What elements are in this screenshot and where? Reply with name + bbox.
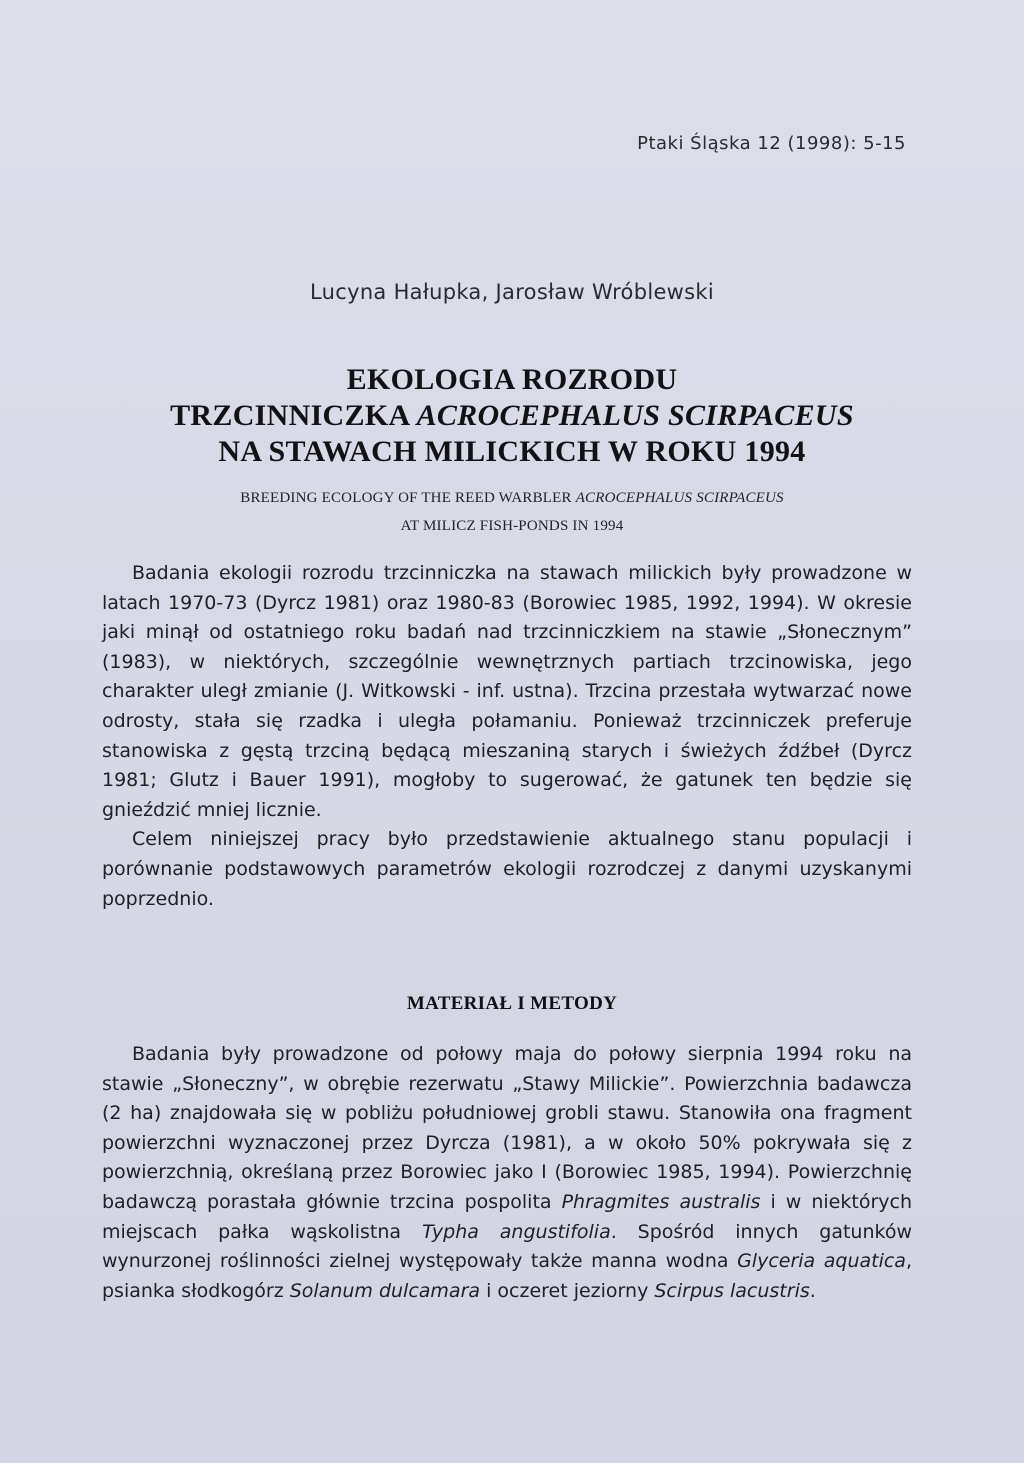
authors: Lucyna Hałupka, Jarosław Wróblewski [310,280,714,304]
english-title-line-2: AT MILICZ FISH-PONDS IN 1994 [400,518,624,534]
title-line-1: EKOLOGIA ROZRODU [346,363,678,396]
title-line-2 [0,398,1024,434]
species-scirpus: Scirpus lacustris [654,1279,810,1302]
methods-text-5: i oczeret jeziorny [480,1279,655,1302]
intro-paragraph-1: Badania ekologii rozrodu trzcinniczka na stawach milickich były prowadzone w latach 1970-73 (Dyrcz 1981) oraz 1980-83 (Borowiec 1985, 1992, 1994). W okresie jaki minął od ostatniego roku badań nad trzcinniczkiem na stawie „Słonecznym” (1983), w niektórych, szczególnie wewnętrznych partiach trzcinowiska, jego charakter uległ zmianie (J. Witkowski - inf. ustna). Trzcina przestała wytwarzać nowe odrosty, stała się rzadka i uległa połamaniu. Ponieważ trzcinniczek preferuje stanowiska z gęstą trzciną będącą mieszaniną starych i świeżych źdźbeł (Dyrcz 1981; Glutz i Bauer 1991), mogłoby to sugerować, że gatunek ten będzie się gnieździć mniej licznie. [102,562,912,821]
methods-text-4: , psianka słodkogórz [102,1250,912,1302]
english-title-species: ACROCEPHALUS SCIRPACEUS [575,490,784,506]
title-line-2-plain: TRZCINNICZKA [170,399,417,432]
methods-text-2: i w niektórych miejscach pałka wąskolistna [102,1190,912,1243]
journal-reference: Ptaki Śląska 12 (1998): 5-15 [637,133,906,154]
methods-text-6: . [809,1279,816,1302]
english-title [0,484,1024,540]
methods-paragraph [102,1040,912,1306]
species-glyceria: Glyceria aquatica [737,1250,906,1273]
intro-paragraph-2: Celem niniejszej pracy było przedstawienie aktualnego stanu populacji i porównanie podstawowych parametrów ekologii rozrodczej z danymi uzyskanymi poprzednio. [102,828,912,910]
methods-text-3: . Spośród innych gatunków wynurzonej roślinności zielnej występowały także manna wodna [102,1220,912,1273]
section-heading-methods: MATERIAŁ I METODY [406,993,618,1014]
introduction [102,559,912,914]
title-species: ACROCEPHALUS SCIRPACEUS [416,399,854,432]
species-solanum: Solanum dulcamara [289,1279,481,1302]
methods-text-1: Badania były prowadzone od połowy maja do połowy sierpnia 1994 roku na stawie „Słoneczny”, w obrębie rezerwatu „Stawy Milickie”. Powierzchnia badawcza (2 ha) znajdowała się w pobliżu południowej grobli stawu. Stanowiła ona fragment powierzchni wyznaczonej przez Dyrcza (1981), a w około 50% pokrywała się z powierzchnią, określaną przez Borowiec jako I (Borowiec 1985, 1994). Powierzchnię badawczą porastała głównie trzcina pospolita [102,1043,912,1213]
species-typha: Typha angustifolia [421,1220,611,1243]
english-title-line-1 [0,484,1024,512]
methods-section [102,1040,912,1306]
english-title-plain: BREEDING ECOLOGY OF THE REED WARBLER [240,490,576,506]
article-title [0,362,1024,470]
species-phragmites: Phragmites australis [561,1190,761,1213]
title-line-3: NA STAWACH MILICKICH W ROKU 1994 [218,435,806,468]
